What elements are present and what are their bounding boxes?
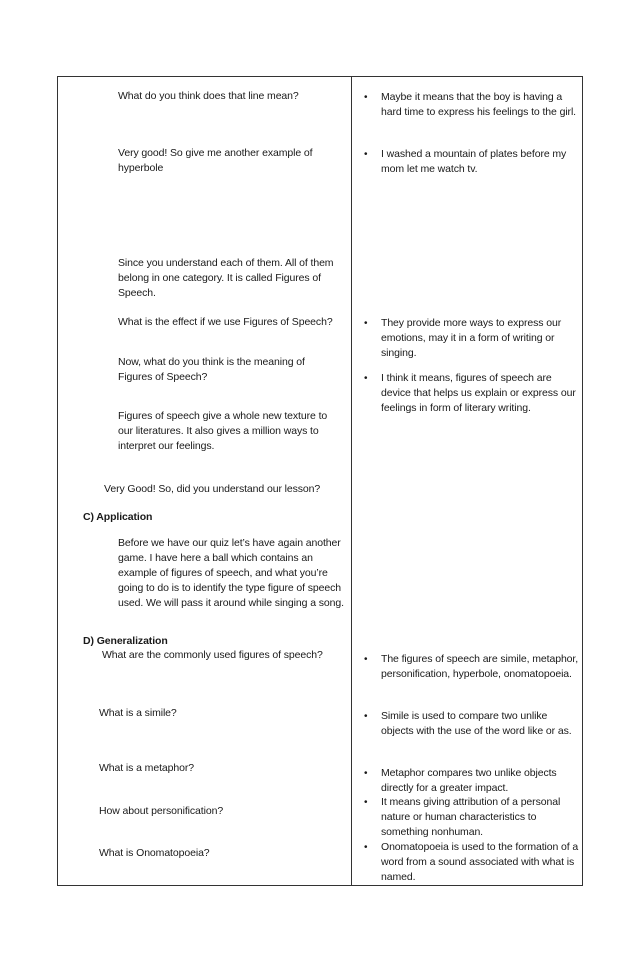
answer-personification: It means giving attribution of a personal nature or human characteristics to something nonhuman.: [381, 796, 561, 838]
question-onomatopoeia: What is Onomatopoeia?: [99, 847, 210, 859]
question-personification: How about personification?: [99, 805, 224, 817]
generalization-heading: D) Generalization: [83, 635, 168, 647]
answer-effect: They provide more ways to express our emotions, may it in a form of writing or singing.: [381, 317, 562, 359]
question-common-figures: What are the commonly used figures of speech?: [102, 649, 323, 661]
column-divider: [351, 76, 352, 886]
question-simile: What is a simile?: [99, 707, 177, 719]
answer-onomatopoeia: Onomatopoeia is used to the formation of a word from a sound associated with what is named.: [381, 841, 579, 883]
bullet: •: [364, 768, 368, 779]
figures-of-speech-texture: Figures of speech give a whole new texture to our literatures. It also gives a million ways to interpret our feelings.: [118, 410, 328, 452]
bullet: •: [364, 797, 368, 808]
answer-metaphor: Metaphor compares two unlike objects directly for a greater impact.: [381, 767, 557, 794]
question-effect: What is the effect if we use Figures of Speech?: [118, 316, 333, 328]
bullet: •: [364, 318, 368, 329]
bullet: •: [364, 92, 368, 103]
application-instructions: Before we have our quiz let’s have again another game. I have here a ball which contains an example of figures of speech, and what you’re going to do is to identify the type figure of speech used. We will pass it around while singing a song.: [118, 537, 344, 609]
application-heading: C) Application: [83, 511, 153, 523]
bullet: •: [364, 373, 368, 384]
question-understand: Very Good! So, did you understand our lesson?: [104, 483, 321, 495]
bullet: •: [364, 842, 368, 853]
answer-meaning: I think it means, figures of speech are device that helps us explain or express our feelings in form of literary writing.: [381, 372, 576, 414]
answer-common-figures: The figures of speech are simile, metaphor, personification, hyperbole, onomatopoeia.: [381, 653, 579, 680]
answer-simile: Simile is used to compare two unlike objects with the use of the word like or as.: [381, 710, 572, 737]
question-line-meaning: What do you think does that line mean?: [118, 90, 299, 102]
figures-of-speech-intro: Since you understand each of them. All of them belong in one category. It is called Figures of Speech.: [118, 257, 334, 299]
bullet: •: [364, 654, 368, 665]
question-meaning: Now, what do you think is the meaning of Figures of Speech?: [118, 356, 305, 383]
prompt-hyperbole: Very good! So give me another example of hyperbole: [118, 147, 313, 174]
bullet: •: [364, 711, 368, 722]
bullet: •: [364, 149, 368, 160]
question-metaphor: What is a metaphor?: [99, 762, 194, 774]
answer-line-meaning: Maybe it means that the boy is having a hard time to express his feelings to the girl.: [381, 91, 576, 118]
answer-hyperbole-example: I washed a mountain of plates before my mom let me watch tv.: [381, 148, 567, 175]
